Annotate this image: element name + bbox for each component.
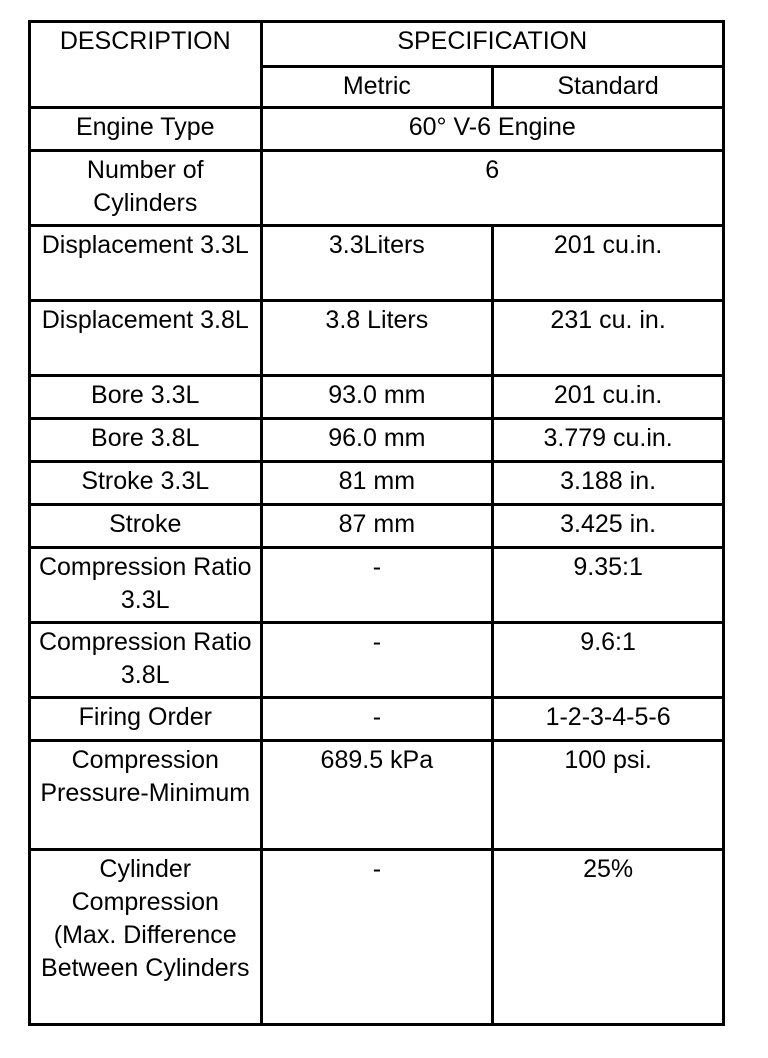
row-standard: 100 psi. <box>493 741 724 850</box>
row-standard: 3.188 in. <box>493 462 724 505</box>
row-metric: 3.8 Liters <box>261 301 493 376</box>
row-label: Compression Ratio 3.8L <box>30 623 262 698</box>
row-label: Compression Ratio 3.3L <box>30 548 262 623</box>
header-specification: SPECIFICATION <box>261 22 724 67</box>
table-row <box>30 623 724 698</box>
header-description: DESCRIPTION <box>30 22 262 108</box>
row-standard: 201 cu.in. <box>493 226 724 301</box>
table-row <box>30 301 724 376</box>
row-metric: - <box>261 623 493 698</box>
row-label: Stroke <box>30 505 262 548</box>
table-row <box>30 151 724 226</box>
row-label: Bore 3.3L <box>30 376 262 419</box>
row-metric: 87 mm <box>261 505 493 548</box>
table-row <box>30 462 724 505</box>
row-label: Stroke 3.3L <box>30 462 262 505</box>
row-standard: 25% <box>493 850 724 1025</box>
row-standard: 3.779 cu.in. <box>493 419 724 462</box>
row-standard: 9.35:1 <box>493 548 724 623</box>
row-label: Displacement 3.3L <box>30 226 262 301</box>
row-label: Firing Order <box>30 698 262 741</box>
row-metric: 689.5 kPa <box>261 741 493 850</box>
table-row <box>30 698 724 741</box>
row-label: Bore 3.8L <box>30 419 262 462</box>
table-row <box>30 376 724 419</box>
row-merged-value: 6 <box>261 151 724 226</box>
engine-specification-table <box>28 20 725 1026</box>
header-metric: Metric <box>261 67 493 108</box>
row-metric: 81 mm <box>261 462 493 505</box>
row-merged-value: 60° V-6 Engine <box>261 108 724 151</box>
row-metric: 93.0 mm <box>261 376 493 419</box>
row-label: Displacement 3.8L <box>30 301 262 376</box>
table-row <box>30 850 724 1025</box>
row-metric: 3.3Liters <box>261 226 493 301</box>
table-row <box>30 741 724 850</box>
header-standard: Standard <box>493 67 724 108</box>
table-row <box>30 548 724 623</box>
row-metric: - <box>261 698 493 741</box>
row-label: Compression Pressure-Minimum <box>30 741 262 850</box>
row-standard: 3.425 in. <box>493 505 724 548</box>
table-row <box>30 505 724 548</box>
row-label: Number of Cylinders <box>30 151 262 226</box>
row-label: Cylinder Compression (Max. Difference Between Cylinders <box>30 850 262 1025</box>
row-metric: - <box>261 850 493 1025</box>
row-label: Engine Type <box>30 108 262 151</box>
table-row <box>30 108 724 151</box>
row-metric: - <box>261 548 493 623</box>
table-row <box>30 419 724 462</box>
row-standard: 1-2-3-4-5-6 <box>493 698 724 741</box>
row-standard: 9.6:1 <box>493 623 724 698</box>
row-standard: 231 cu. in. <box>493 301 724 376</box>
table-row <box>30 226 724 301</box>
row-metric: 96.0 mm <box>261 419 493 462</box>
row-standard: 201 cu.in. <box>493 376 724 419</box>
